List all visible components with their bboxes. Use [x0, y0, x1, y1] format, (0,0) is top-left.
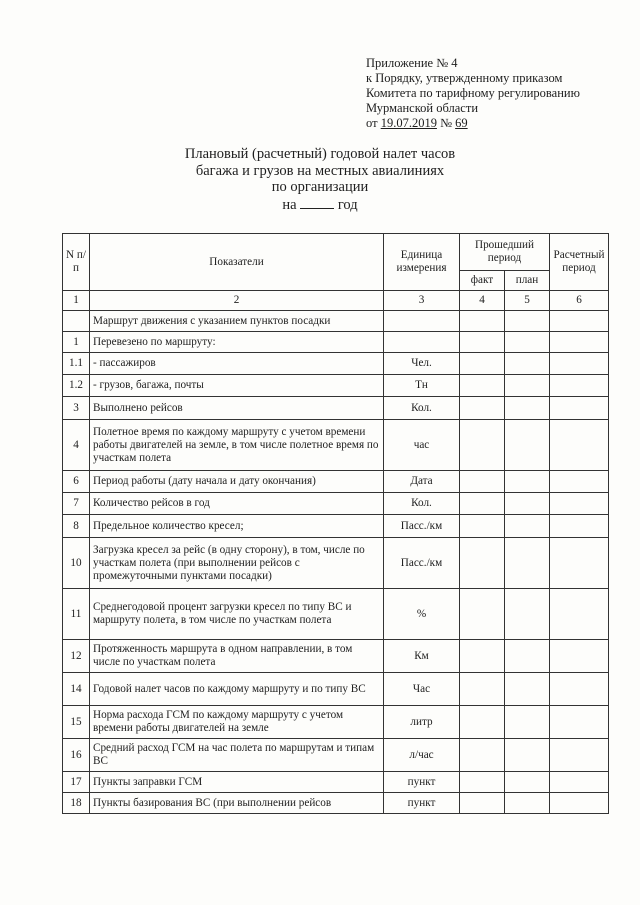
- row-number: 1: [63, 332, 90, 353]
- row-fact-cell: [460, 538, 505, 589]
- row-number: 7: [63, 493, 90, 515]
- row-unit: [384, 332, 460, 353]
- col-number-6: 6: [550, 291, 609, 311]
- title-line-3: по организации: [271, 179, 369, 195]
- row-unit: л/час: [384, 739, 460, 772]
- table-row: [63, 375, 609, 397]
- row-fact-cell: [460, 375, 505, 397]
- row-calc-cell: [550, 538, 609, 589]
- title-year-prefix: на: [282, 196, 297, 213]
- row-unit: пункт: [384, 772, 460, 793]
- row-plan-cell: [505, 397, 550, 420]
- row-number: 16: [63, 739, 90, 772]
- row-plan-cell: [505, 706, 550, 739]
- row-unit: Кол.: [384, 493, 460, 515]
- row-plan-cell: [505, 515, 550, 538]
- table-row: [63, 538, 609, 589]
- row-fact-cell: [460, 471, 505, 493]
- row-number: 15: [63, 706, 90, 739]
- table-row: [63, 420, 609, 471]
- row-indicator: Норма расхода ГСМ по каждому маршруту с учетом времени работы двигателей на земле: [90, 706, 384, 739]
- row-unit: Час: [384, 673, 460, 706]
- table-row: [63, 515, 609, 538]
- row-fact-cell: [460, 772, 505, 793]
- row-indicator: Предельное количество кресел;: [90, 515, 384, 538]
- row-fact-cell: [460, 515, 505, 538]
- row-indicator: Перевезено по маршруту:: [90, 332, 384, 353]
- row-calc-cell: [550, 772, 609, 793]
- row-calc-cell: [550, 515, 609, 538]
- row-plan-cell: [505, 673, 550, 706]
- header-calc-period: Расчетный период: [550, 234, 609, 291]
- row-plan-cell: [505, 420, 550, 471]
- row-number: 8: [63, 515, 90, 538]
- row-fact-cell: [460, 739, 505, 772]
- row-plan-cell: [505, 471, 550, 493]
- table-row: [63, 640, 609, 673]
- row-plan-cell: [505, 493, 550, 515]
- row-calc-cell: [550, 589, 609, 640]
- col-number-2: 2: [90, 291, 384, 311]
- col-number-3: 3: [384, 291, 460, 311]
- table-row: [63, 772, 609, 793]
- appendix-line-3: Комитета по тарифному регулированию: [366, 86, 580, 100]
- row-unit: %: [384, 589, 460, 640]
- appendix-number-sign: №: [440, 116, 452, 130]
- table-row: [63, 589, 609, 640]
- row-calc-cell: [550, 673, 609, 706]
- row-unit: Дата: [384, 471, 460, 493]
- row-unit: Тн: [384, 375, 460, 397]
- appendix-line-4: Мурманской области: [366, 101, 479, 115]
- row-indicator: - грузов, багажа, почты: [90, 375, 384, 397]
- row-indicator: Пункты заправки ГСМ: [90, 772, 384, 793]
- row-indicator: Протяженность маршрута в одном направлении, в том числе по участкам полета: [90, 640, 384, 673]
- table-row: [63, 471, 609, 493]
- row-indicator: Загрузка кресел за рейс (в одну сторону), в том, числе по участкам полета (при выполнении рейсов с промежуточными пунктами посадки): [90, 538, 384, 589]
- table-row: [63, 706, 609, 739]
- row-plan-cell: [505, 739, 550, 772]
- row-number: 14: [63, 673, 90, 706]
- row-indicator: - пассажиров: [90, 353, 384, 375]
- row-indicator: Период работы (дату начала и дату окончания): [90, 471, 384, 493]
- row-calc-cell: [550, 640, 609, 673]
- row-number: 4: [63, 420, 90, 471]
- row-fact-cell: [460, 793, 505, 814]
- row-fact-cell: [460, 673, 505, 706]
- row-fact-cell: [460, 706, 505, 739]
- table-row: [63, 673, 609, 706]
- row-plan-cell: [505, 353, 550, 375]
- appendix-date: 19.07.2019: [380, 116, 437, 130]
- row-number: 11: [63, 589, 90, 640]
- row-indicator: Годовой налет часов по каждому маршруту и по типу ВС: [90, 673, 384, 706]
- row-calc-cell: [550, 706, 609, 739]
- row-calc-cell: [550, 375, 609, 397]
- route-calc-cell: [550, 311, 609, 332]
- route-fact-cell: [460, 311, 505, 332]
- row-indicator: Пункты базирования ВС (при выполнении рейсов: [90, 793, 384, 814]
- row-unit: Км: [384, 640, 460, 673]
- route-label: Маршрут движения с указанием пунктов посадки: [90, 311, 384, 332]
- column-number-row: [63, 291, 609, 311]
- table-row: [63, 493, 609, 515]
- col-number-4: 4: [460, 291, 505, 311]
- row-calc-cell: [550, 332, 609, 353]
- row-fact-cell: [460, 353, 505, 375]
- route-num-cell: [63, 311, 90, 332]
- row-number: 3: [63, 397, 90, 420]
- row-indicator: Количество рейсов в год: [90, 493, 384, 515]
- appendix-date-prefix: от: [366, 116, 378, 130]
- row-number: 1.2: [63, 375, 90, 397]
- row-fact-cell: [460, 420, 505, 471]
- row-unit: час: [384, 420, 460, 471]
- row-indicator: Среднегодовой процент загрузки кресел по типу ВС и маршруту полета, в том числе по участкам полета: [90, 589, 384, 640]
- title-line-2: багажа и грузов на местных авиалиниях: [195, 162, 445, 179]
- row-number: 6: [63, 471, 90, 493]
- row-plan-cell: [505, 375, 550, 397]
- table-row: [63, 793, 609, 814]
- row-calc-cell: [550, 353, 609, 375]
- row-calc-cell: [550, 793, 609, 814]
- row-number: 10: [63, 538, 90, 589]
- row-plan-cell: [505, 538, 550, 589]
- row-number: 17: [63, 772, 90, 793]
- table-row: [63, 397, 609, 420]
- row-unit: Пасс./км: [384, 538, 460, 589]
- col-number-5: 5: [505, 291, 550, 311]
- row-fact-cell: [460, 332, 505, 353]
- row-indicator: Полетное время по каждому маршруту с учетом времени работы двигателей на земле, в том числе полетное время по участкам полета: [90, 420, 384, 471]
- row-unit: Пасс./км: [384, 515, 460, 538]
- row-calc-cell: [550, 739, 609, 772]
- route-plan-cell: [505, 311, 550, 332]
- row-fact-cell: [460, 640, 505, 673]
- row-plan-cell: [505, 332, 550, 353]
- year-blank-line: [300, 196, 334, 209]
- route-unit-cell: [384, 311, 460, 332]
- route-row: [63, 311, 609, 332]
- title-line-1: Плановый (расчетный) годовой налет часов: [184, 146, 456, 162]
- row-calc-cell: [550, 420, 609, 471]
- indicators-table: [62, 233, 609, 814]
- row-unit: пункт: [384, 793, 460, 814]
- header-past-period: Прошедший период: [460, 234, 550, 271]
- header-unit: Единица измерения: [384, 234, 460, 291]
- row-calc-cell: [550, 471, 609, 493]
- header-indicators: Показатели: [90, 234, 384, 291]
- header-num: N п/п: [63, 234, 90, 291]
- title-year-suffix: год: [337, 196, 358, 213]
- row-number: 1.1: [63, 353, 90, 375]
- title-line-4: [120, 196, 520, 214]
- row-number: 18: [63, 793, 90, 814]
- appendix-line-1: Приложение № 4: [366, 56, 458, 70]
- appendix-line-5: [366, 116, 580, 131]
- row-fact-cell: [460, 493, 505, 515]
- row-unit: Чел.: [384, 353, 460, 375]
- header-row-1: [63, 234, 609, 271]
- appendix-number: 69: [455, 116, 468, 130]
- row-unit: литр: [384, 706, 460, 739]
- table-row: [63, 332, 609, 353]
- row-calc-cell: [550, 397, 609, 420]
- row-indicator: Средний расход ГСМ на час полета по маршрутам и типам ВС: [90, 739, 384, 772]
- row-unit: Кол.: [384, 397, 460, 420]
- document-title: [120, 146, 520, 213]
- table-row: [63, 739, 609, 772]
- row-fact-cell: [460, 589, 505, 640]
- table-row: [63, 353, 609, 375]
- row-plan-cell: [505, 772, 550, 793]
- row-fact-cell: [460, 397, 505, 420]
- appendix-line-2: к Порядку, утвержденному приказом: [366, 71, 563, 85]
- row-plan-cell: [505, 589, 550, 640]
- row-calc-cell: [550, 493, 609, 515]
- row-indicator: Выполнено рейсов: [90, 397, 384, 420]
- appendix-block: [366, 56, 580, 131]
- header-fact: факт: [460, 271, 505, 291]
- row-number: 12: [63, 640, 90, 673]
- header-plan: план: [505, 271, 550, 291]
- row-plan-cell: [505, 640, 550, 673]
- col-number-1: 1: [63, 291, 90, 311]
- row-plan-cell: [505, 793, 550, 814]
